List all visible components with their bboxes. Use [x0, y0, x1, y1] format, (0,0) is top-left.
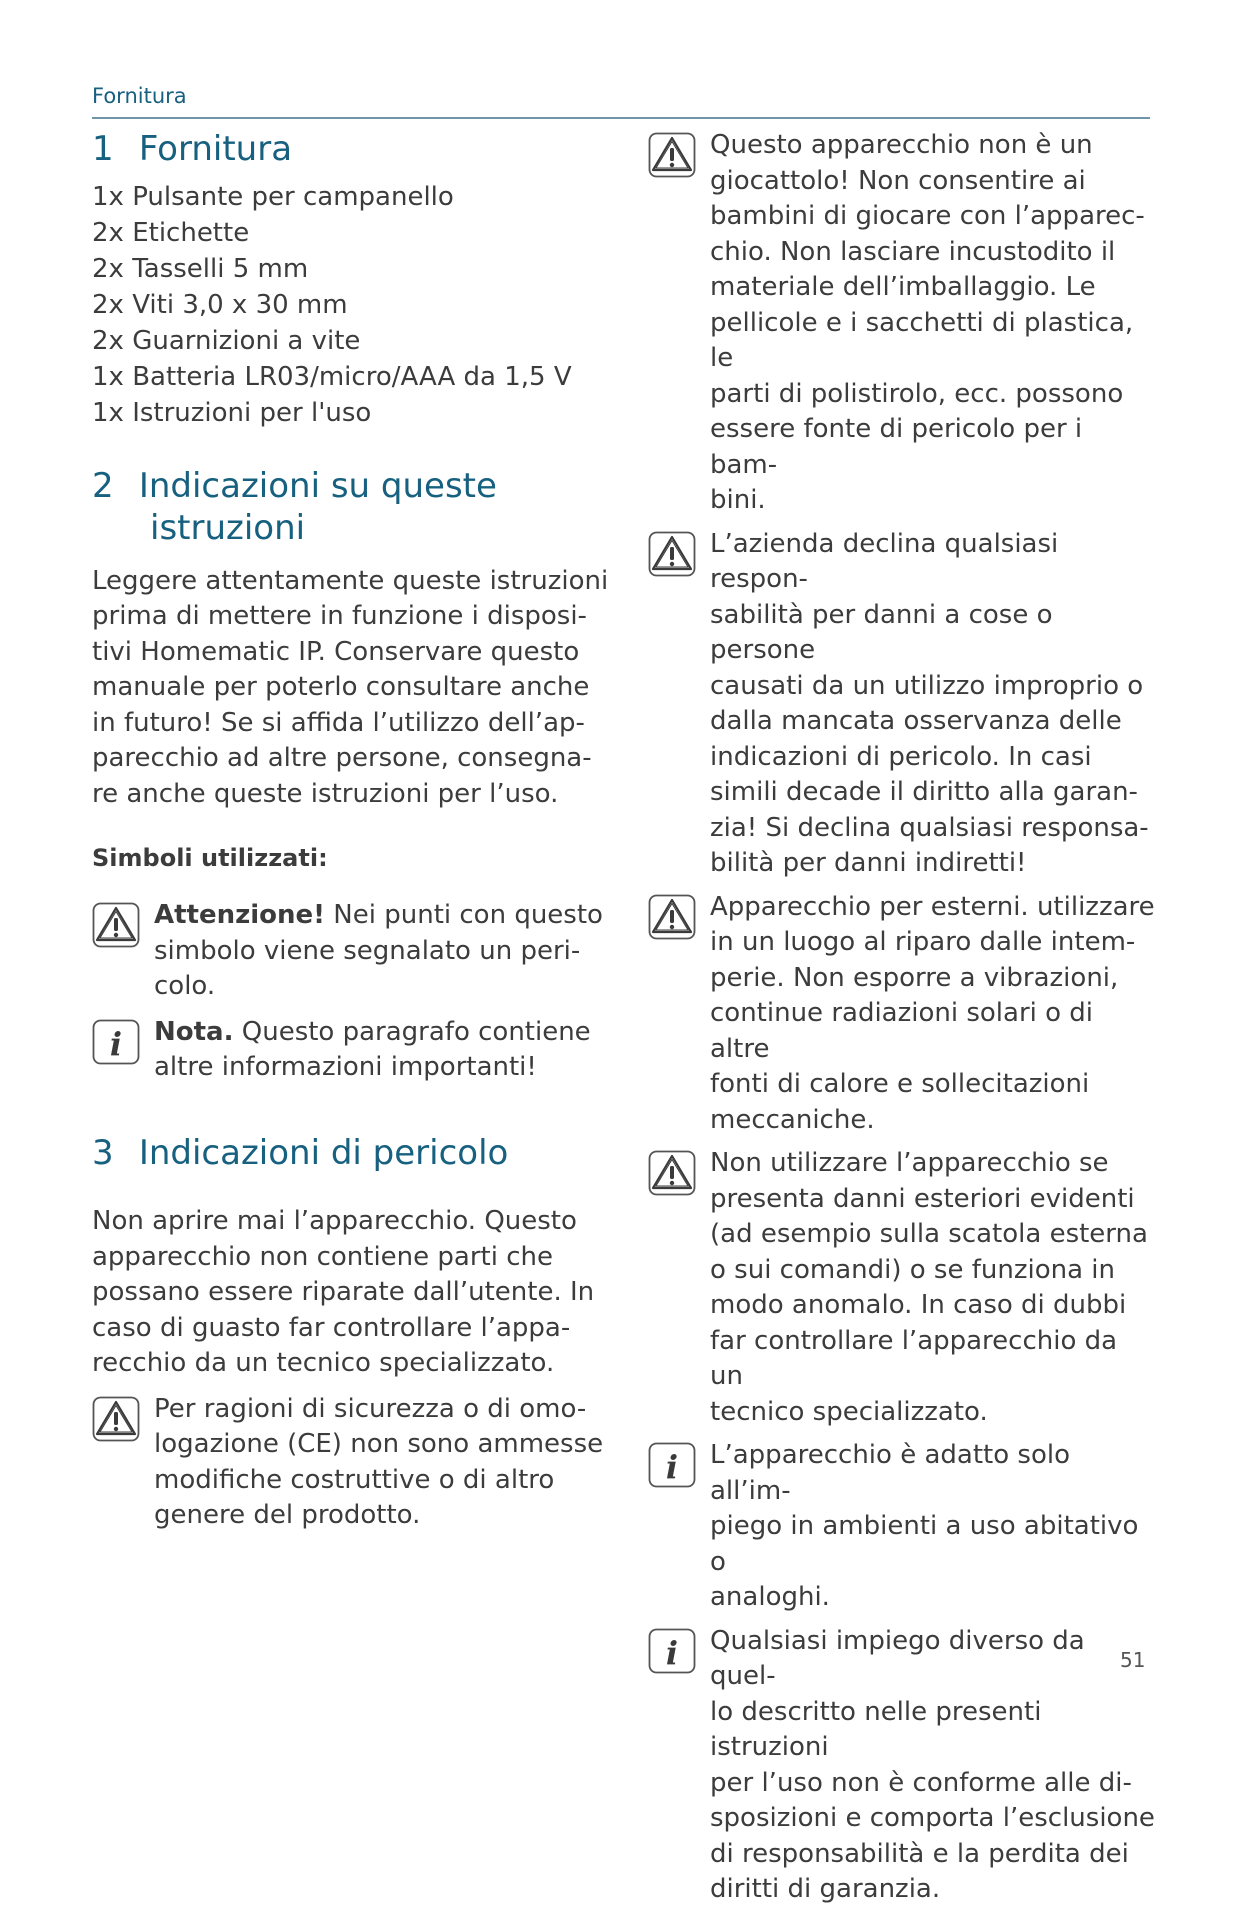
text-line: pellicole e i sacchetti di plastica, le [710, 307, 1134, 373]
section-3-paragraph [92, 1204, 612, 1382]
text-line: Questo paragrafo contiene [233, 1016, 591, 1047]
section-2-number: 2 [92, 465, 114, 506]
warning-label: Attenzione! [154, 900, 326, 930]
text-line: meccaniche. [710, 1104, 875, 1135]
text-line: materiale dell’imballaggio. Le [710, 272, 1096, 302]
text-line: apparecchio non contiene parti che [92, 1241, 553, 1272]
text-line: bilità per danni indiretti! [710, 848, 1027, 878]
hazard-notes [648, 128, 1156, 1908]
text-line: tivi Homematic IP. Conservare questo [92, 636, 580, 667]
right-column [648, 128, 1156, 1908]
svg-text:i: i [109, 1024, 123, 1063]
text-line: Qualsiasi impiego diverso da quel- [710, 1625, 1085, 1691]
section-3-heading [92, 1132, 612, 1175]
text-line: Apparecchio per esterni. utilizzare [710, 891, 1155, 922]
warning-note [648, 1146, 1156, 1430]
text-line: L’apparecchio è adatto solo all’im- [710, 1440, 1070, 1506]
text-line: presenta danni esteriori evidenti [710, 1183, 1135, 1214]
text-line: parti di polistirolo, ecc. possono [710, 378, 1124, 409]
text-line: simbolo viene segnalato un peri- [154, 935, 581, 966]
text-line: essere fonte di pericolo per i bam- [710, 414, 1083, 480]
list-item: 1x Istruzioni per l'uso [92, 397, 372, 428]
text-line: o sui comandi) o se funziona in [710, 1254, 1116, 1285]
text-line: di responsabilità e la perdita dei [710, 1838, 1129, 1869]
warning-note [648, 128, 1156, 519]
info-icon [648, 1442, 696, 1488]
text-line: far controllare l’apparecchio da un [710, 1325, 1118, 1391]
modification-warning [92, 1392, 612, 1534]
text-line: giocattolo! Non consentire ai [710, 165, 1086, 196]
section-2-heading [92, 465, 612, 550]
text-line: simili decade il diritto alla garan- [710, 777, 1138, 807]
info-icon [92, 1019, 140, 1065]
symbols-heading: Simboli utilizzati: [92, 844, 328, 872]
text-line: possano essere riparate dall’utente. In [92, 1277, 595, 1307]
page-header: Fornitura [92, 84, 187, 108]
header-rule [92, 117, 1150, 119]
list-item: 2x Guarnizioni a vite [92, 325, 361, 356]
text-line: chio. Non lasciare incustodito il [710, 236, 1116, 267]
text-line: tecnico specializzato. [710, 1396, 988, 1427]
svg-text:i: i [665, 1633, 679, 1672]
section-1-heading [92, 128, 612, 171]
text-line: in futuro! Se si affida l’utilizzo dell’ap- [92, 707, 585, 738]
warning-icon [648, 531, 696, 577]
text-line: logazione (CE) non sono ammesse [154, 1429, 604, 1459]
text-line: prima di mettere in funzione i disposi- [92, 601, 587, 631]
text-line: Non aprire mai l’apparecchio. Questo [92, 1206, 577, 1236]
text-line: diritti di garanzia. [710, 1874, 941, 1904]
warning-note [648, 527, 1156, 882]
text-line: Leggere attentamente queste istruzioni [92, 565, 609, 596]
text-line: causati da un utilizzo improprio o [710, 670, 1144, 701]
info-icon [648, 1628, 696, 1674]
text-line: Non utilizzare l’apparecchio se [710, 1148, 1109, 1178]
svg-text:i: i [665, 1448, 679, 1486]
text-line: zia! Si declina qualsiasi responsa- [710, 812, 1149, 843]
text-line: Per ragioni di sicurezza o di omo- [154, 1393, 587, 1424]
text-line: L’azienda declina qualsiasi respon- [710, 528, 1059, 594]
text-line: recchio da un tecnico specializzato. [92, 1348, 555, 1378]
note-label: Nota. [154, 1016, 234, 1047]
warning-icon [648, 1150, 696, 1196]
text-line: sabilità per danni a cose o persone [710, 599, 1053, 665]
text-line: parecchio ad altre persone, consegna- [92, 743, 592, 773]
text-line: in un luogo al riparo dalle intem- [710, 927, 1136, 957]
text-line: lo descritto nelle presenti istruzioni [710, 1696, 1042, 1762]
text-line: Nei punti con questo [325, 900, 603, 930]
text-line: colo. [154, 971, 216, 1001]
section-1-number: 1 [92, 129, 114, 169]
text-line: indicazioni di pericolo. In casi [710, 741, 1092, 772]
text-line: continue radiazioni solari o di altre [710, 998, 1094, 1064]
warning-symbol-note [92, 898, 612, 1005]
text-line: bini. [710, 485, 766, 515]
contents-list [92, 179, 612, 431]
text-line: altre informazioni importanti! [154, 1052, 537, 1082]
section-2-paragraph [92, 564, 612, 813]
left-column [92, 128, 612, 1534]
text-line: Questo apparecchio non è un [710, 130, 1093, 160]
list-item: 2x Viti 3,0 x 30 mm [92, 289, 348, 320]
text-line: modo anomalo. In caso di dubbi [710, 1290, 1127, 1320]
list-item: 2x Tasselli 5 mm [92, 253, 309, 284]
list-item: 1x Pulsante per campanello [92, 181, 454, 212]
info-note [648, 1438, 1156, 1616]
info-note [648, 1624, 1156, 1908]
warning-note [648, 890, 1156, 1139]
text-line: re anche queste istruzioni per l’uso. [92, 778, 559, 809]
section-1-title: Fornitura [138, 129, 293, 169]
warning-icon [92, 902, 140, 948]
text-line: caso di guasto far controllare l’appa- [92, 1312, 571, 1343]
text-line: per l’uso non è conforme alle di- [710, 1767, 1132, 1798]
warning-icon [648, 132, 696, 178]
info-symbol-note [92, 1015, 612, 1086]
list-item: 2x Etichette [92, 217, 250, 248]
text-line: genere del prodotto. [154, 1500, 421, 1530]
text-line: analoghi. [710, 1582, 830, 1612]
text-line: dalla mancata osservanza delle [710, 706, 1122, 736]
text-line: bambini di giocare con l’apparec- [710, 201, 1145, 231]
text-line: manuale per poterlo consultare anche [92, 672, 590, 702]
page-number: 51 [1120, 1648, 1146, 1672]
section-3-number: 3 [92, 1132, 114, 1173]
text-line: fonti di calore e sollecitazioni [710, 1069, 1090, 1099]
text-line: piego in ambienti a uso abitativo o [710, 1511, 1139, 1577]
text-line: sposizioni e comporta l’esclusione [710, 1803, 1155, 1833]
section-2-title-line1: Indicazioni su queste [138, 465, 497, 506]
text-line: (ad esempio sulla scatola esterna [710, 1219, 1148, 1249]
text-line: modifiche costruttive o di altro [154, 1464, 555, 1495]
text-line: perie. Non esporre a vibrazioni, [710, 962, 1119, 993]
warning-icon [648, 894, 696, 940]
section-3-title: Indicazioni di pericolo [138, 1132, 509, 1173]
warning-icon [92, 1396, 140, 1442]
section-2-title-line2: istruzioni [150, 508, 306, 548]
list-item: 1x Batteria LR03/micro/AAA da 1,5 V [92, 361, 572, 392]
